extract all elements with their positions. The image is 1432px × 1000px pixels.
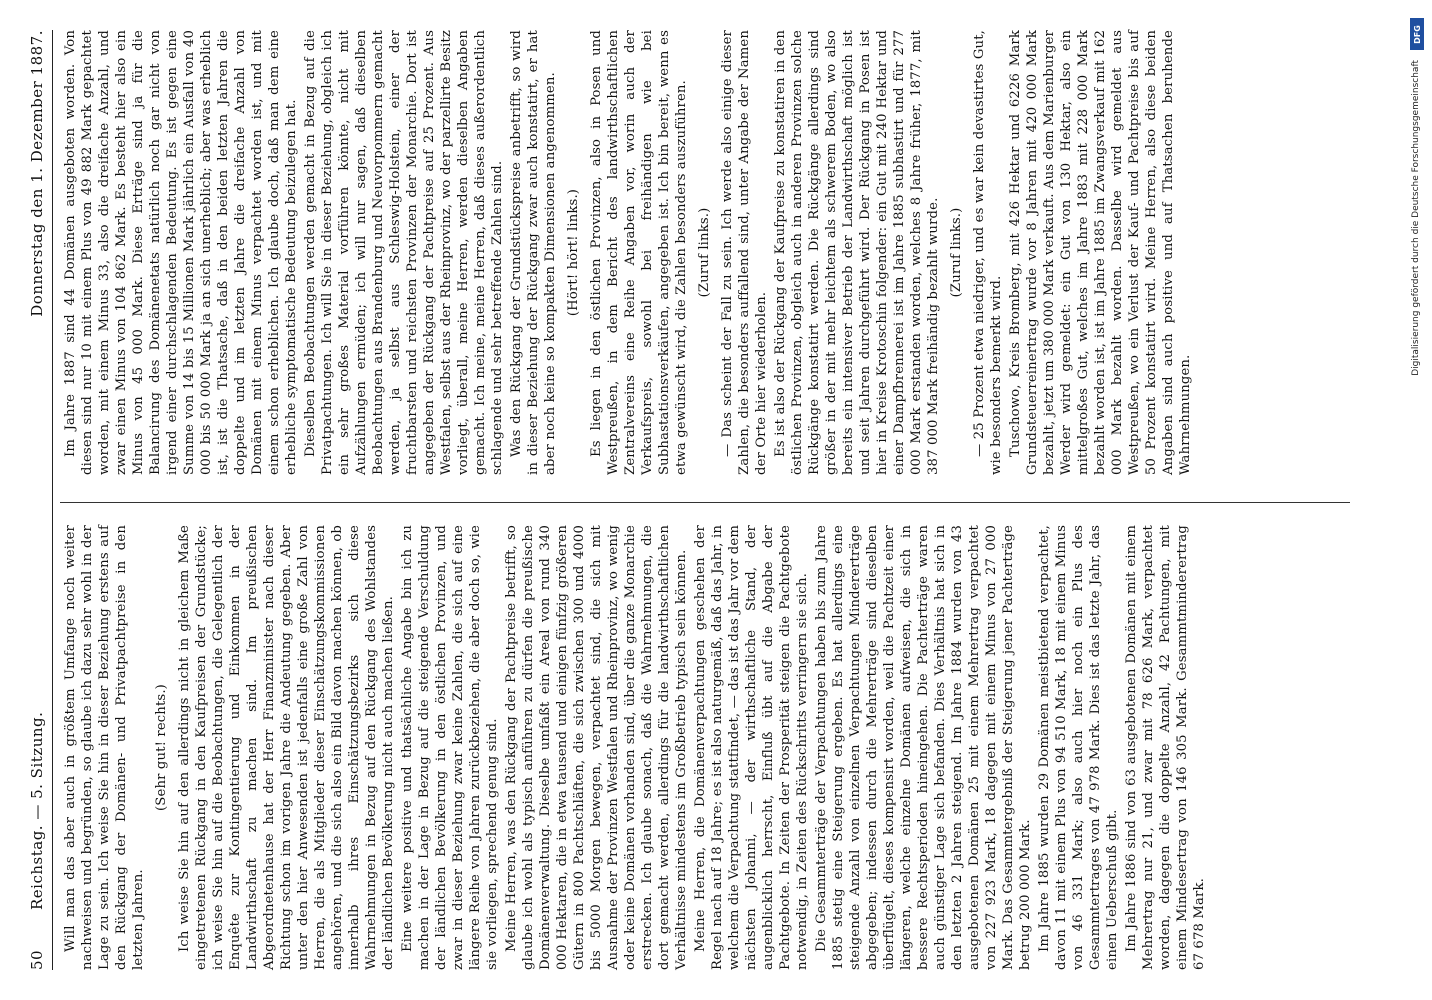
- paragraph: Meine Herren, die Domänenverpachtungen geschehen der Regel nach auf 18 Jahre; es ist also naturgemäß, daß das Jahr, in welchem die Verpachtung stattfindet, — das ist das Jahr vor dem nächsten Johanni, — der wirthschaftliche Stand, der augenblicklich herrscht, Einfluß übt auf die Abgabe der Pachtgebote. In Zeiten der Prosperität steigen die Pachtgebote notwendig, in Zeiten des Rückschritts verringern sie sich.: [693, 525, 810, 970]
- interjection: (Sehr gut! rechts.): [154, 684, 169, 811]
- page-number: 50: [28, 949, 46, 970]
- paragraph: Es ist also der Rückgang der Kaufpreise zu konstatiren in den östlichen Provinzen, obgleich auch in anderen Provinzen solche Rückgänge konstatirt werden. Die Rückgänge allerdings sind größer in der mit mehr leichtem als schwerem Boden, wo also bereits ein intensiver Betrieb der Landwirthschaft möglich ist und seit Jahren durchgeführt wird. Der Rückgang in Posen ist hier in Kreise Krotoschin folgender: ein Gut mit 240 Hektar und einer Dampfbrennerei ist im Jahre 1885 subhastirt und für 277 000 Mark erstanden worden, welches 8 Jahre früher, 1877, mit 387 000 Mark freihändig bezahlt wurde.: [773, 30, 941, 475]
- interjection: (Hört! hört! links.): [566, 188, 581, 317]
- interjection: (Zuruf links.): [697, 207, 712, 298]
- paragraph: Meine Herren, was den Rückgang der Pachtpreise betrifft, so glaube ich wohl als typisch anführen zu dürfen die preußische Domänenverwaltung. Dieselbe umfaßt ein Areal von rund 340 000 Hektaren, die in etwa tausend und einigen fünfzig größeren Gütern in 800 Pachtschläften, die sich zwischen 300 und 4000 bis 5000 Morgen bewegen, verpachtet sind, die sich mit Ausnahme der Provinzen Westfalen und Rheinprovinz, wo wenig oder keine Domänen vorhanden sind, über die ganze Monarchie erstrecken. Ich glaube sonach, daß die Wahrnehmungen, die dort gemacht werden, allerdings für die landwirthschaftlichen Verhältnisse mindestens im Großbetrieb typisch sein können.: [504, 525, 689, 970]
- interjection: (Zuruf links.): [949, 207, 964, 298]
- paragraph: Will man das aber auch in größtem Umfange noch weiter nachweisen und begründen, so glaube ich dazu sehr wohl in der Lage zu sein. Ich weise Sie hin in dieser Beziehung erstens auf den Rückgang der Domänen- und Privatpachtpreise in den letzten Jahren.: [63, 525, 146, 970]
- page-header: [28, 30, 52, 970]
- right-column: [62, 30, 1196, 475]
- paragraph: Im Jahre 1886 sind von 63 ausgebotenen Domänen mit einem Mehrertrag nur 21, und zwar mit 78 626 Mark, verpachtet worden, dagegen die doppelte Anzahl, 42 Pachtungen, mit einem Mindesertrag von 146 305 Mark. Gesammtminderertrag 67 678 Mark.: [1124, 525, 1207, 970]
- dfg-watermark: [1402, 0, 1432, 1000]
- paragraph: Es liegen in den östlichen Provinzen, also in Posen und Westpreußen, in dem Bericht des landwirthschaftlichen Zentralvereins eine Reihe Angaben vor, worin auch der Verkaufspreis, sowohl bei freihändigen wie bei Subhastationsverkäufen, angegeben ist. Ich bin bereit, wenn es etwa gewünscht wird, die Zahlen besonders auszuführen.: [589, 30, 689, 475]
- paragraph: Eine weitere positive und thatsächliche Angabe bin ich zu machen in der Lage in Bezug auf die steigende Verschuldung der ländlichen Bevölkerung in den östlichen Provinzen, und zwar in dieser Beziehung zwar keine Zahlen, die sich auf eine längere Reihe von Jahren zurückbeziehen, die aber doch so, wie sie vorliegen, sprechend genug sind.: [400, 525, 500, 970]
- paragraph: Tuschowo, Kreis Bromberg, mit 426 Hektar und 6226 Mark Grundsteuerreinertrag wurde vor 8 Jahren mit 420 000 Mark bezahlt, jetzt um 380 000 Mark verkauft. Aus dem Marienburger Werder wird gemeldet: ein Gut von 130 Hektar, also ein mittelgroßes Gut, welches im Jahre 1883 mit 228 000 Mark bezahlt worden ist, ist im Jahre 1885 im Zwangsverkauf mit 162 000 Mark bezahlt worden. Dasselbe wird gemeldet aus Westpreußen, wo ein Verlust der Kauf- und Pachtpreise bis auf 50 Prozent konstatirt wird. Meine Herren, also diese beiden Angaben sind auch positive und auf Thatsachen beruhende Wahrnehmungen.: [1008, 30, 1193, 475]
- header-rule: [52, 30, 53, 970]
- paragraph: Die Gesammterträge der Verpachtungen haben bis zum Jahre 1885 stetig eine Steigerung ergeben. Es hat allerdings eine steigende Anzahl von einzelnen Verpachtungen Mindererträge abgegeben; indessen durch die Mehrerträge sind dieselben überflügelt, dieses kompensirt worden, weil die Pachtzeit einer längeren, welche einzelne Domänen aufweisen, die sich in bessere Rechtsperioden hineingehen. Die Pachterträge waren auch günstiger Lage sich befanden. Dies Verhältnis hat sich in den letzten 2 Jahren steigend. Im Jahre 1884 wurden von 43 ausgebotenen Domänen 25 mit einem Mehrertrag verpachtet von 227 923 Mark, 18 dagegen mit einem Minus von 27 000 Mark. Das Gesammtergebniß der Steigerung jener Pachterträge betrug 200 000 Mark.: [814, 525, 1033, 970]
- session-date: Donnerstag den 1. Dezember 1887.: [28, 30, 46, 317]
- paragraph: Ich weise Sie hin auf den allerdings nicht in gleichem Maße eingetretenen Rückgang in den Kaufpreisen der Grundstücke; ich weise Sie hin auf die Beobachtungen, die Gelegentlich der Enquête zur Kontingentierung und Einkommen in der Landwirthschaft zu machen sind. Im preußischen Abgeordnetenhause hat der Herr Finanzminister nach dieser Richtung schon im vorigen Jahre die Andeutung gegeben. Aber unter den hier Anwesenden ist jedenfalls eine große Zahl von Herren, die als Mitglieder dieser Einschätzungskommissionen angehören, und die sich also ein Bild davon machen können, ob innerhalb ihres Einschätzungsbezirks sich diese Wahrnehmungen in Bezug auf den Rückgang des Wohlstandes der ländlichen Bevölkerung nicht auch machen ließen.: [177, 525, 396, 970]
- session-title: Reichstag. — 5. Sitzung.: [28, 711, 46, 910]
- paragraph: Im Jahre 1885 wurden 29 Domänen meistbietend verpachtet, davon 11 mit einem Plus von 94 510 Mark, 18 mit einem Minus von 46 331 Mark; also auch hier noch ein Plus des Gesammtertrages von 47 978 Mark. Dies ist das letzte Jahr, das einen Ueberschuß gibt.: [1037, 525, 1120, 970]
- paragraph: Dieselben Beobachtungen werden gemacht in Bezug auf die Privatpachtungen. Ich will Sie in dieser Beziehung, obgleich ich ein sehr großes Material vorführen könnte, nicht mit Aufzählungen ermüden; ich will nur sagen, daß dieselben Beobachtungen aus Brandenburg und Neuvorpommern gemacht werden, ja selbst aus Schleswig-Holstein, einer der fruchtbarsten und reichsten Provinzen der Monarchie. Dort ist angegeben der Rückgang der Pachtpreise auf 25 Prozent. Aus Westfalen, selbst aus der Rheinprovinz, wo der parzellirte Besitz vorliegt, überall, meine Herren, werden dieselben Angaben gemacht. Ich meine, meine Herren, daß dieses außerordentlich schlagende und sehr betreffende Zahlen sind.: [303, 30, 505, 475]
- dfg-logo-icon: DFG: [1410, 18, 1424, 50]
- paragraph: — Das scheint der Fall zu sein. Ich werde also einige dieser Zahlen, die besonders auffallend sind, unter Angabe der Namen der Orte hier wiederholen.: [720, 30, 769, 475]
- paragraph: Im Jahre 1887 sind 44 Domänen ausgeboten worden. Von diesen sind nur 10 mit einem Plus von 49 882 Mark gepachtet worden, mit einem Minus 33, also die dreifache Anzahl, und zwar einen Minus von 104 862 Mark. Es besteht hier also ein Minus von 45 000 Mark. Diese Erträge sind ja für die Balancirung des Domänenetats natürlich noch gar nicht von irgend einer durchschlagenden Bedeutung. Es ist gegen eine Summe von 14 bis 15 Millionen Mark jährlich ein Ausfall von 40 000 bis 50 000 Mark ja an sich unerheblich; aber was erheblich ist, ist die Thatsache, daß in den beiden letzten Jahren die doppelte und im letzten Jahre die dreifache Anzahl von Domänen mit einem Minus verpachtet worden ist, und mit einem schon erheblichen. Ich glaube doch, daß man dem eine erhebliche symptomatische Bedeutung beizulegen hat.: [63, 30, 299, 475]
- left-column: [62, 525, 1210, 970]
- column-divider: [60, 502, 1350, 503]
- funding-notice: Digitalisierung gefördert durch die Deutsche Forschungsgemeinschaft: [1411, 60, 1421, 376]
- paragraph: — 25 Prozent etwa niedriger, und es war kein devastirtes Gut, wie besonders bemerkt wird.: [972, 30, 1004, 475]
- paragraph: Was den Rückgang der Grundstückspreise anbetrifft, so wird in dieser Beziehung der Rückgang zwar auch konstatirt, er hat aber noch keine so kompakten Dimensionen angenommen.: [509, 30, 558, 475]
